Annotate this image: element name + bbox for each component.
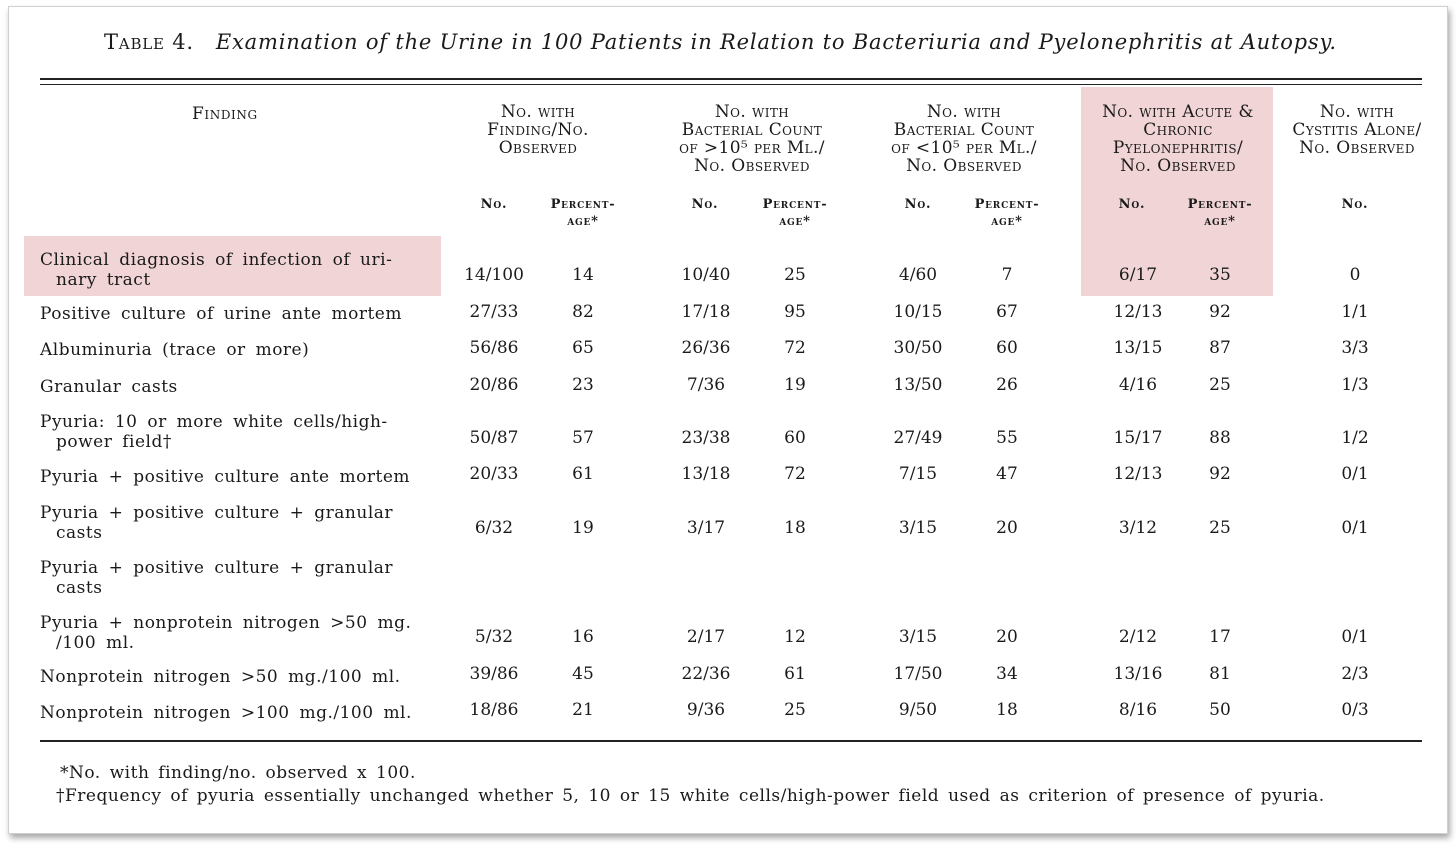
cell-c3: 3/15 (898, 627, 938, 647)
cell-p3: 60 (996, 338, 1018, 358)
sub-header-percentage (1170, 196, 1270, 230)
cell-p1: 23 (572, 375, 594, 395)
cell-p2: 72 (784, 338, 806, 358)
cell-p1: 45 (572, 664, 594, 684)
cell-p3: 34 (996, 664, 1018, 684)
row-label (40, 558, 393, 598)
row-label-line: Pyuria + positive culture + granular (40, 503, 394, 523)
cell-c3: 30/50 (893, 338, 943, 358)
cell-c4: 8/16 (1118, 700, 1158, 720)
cell-c1: 20/86 (469, 375, 519, 395)
cell-c5: 2/3 (1341, 664, 1369, 684)
col4-header (1078, 103, 1278, 175)
cell-c3: 27/49 (893, 428, 943, 448)
cell-c4: 15/17 (1113, 428, 1163, 448)
cell-c5: 0/3 (1341, 700, 1369, 720)
cell-p2: 72 (784, 464, 806, 484)
col3-header-line: No. with (926, 102, 1002, 122)
cell-c3: 13/50 (893, 375, 943, 395)
cell-p4: 50 (1209, 700, 1231, 720)
cell-p3: 47 (996, 464, 1018, 484)
cell-c2: 10/40 (681, 265, 731, 285)
row-label (40, 703, 412, 723)
col1-header-line: No. with (500, 102, 576, 122)
row-label-line: Clinical diagnosis of infection of uri- (40, 250, 393, 270)
sub-header-percentage-line: Percent- (974, 197, 1040, 212)
row-label (40, 503, 393, 543)
cell-p3: 55 (996, 428, 1018, 448)
cell-p2: 95 (784, 302, 806, 322)
cell-p1: 82 (572, 302, 594, 322)
sub-header-percentage-line: Percent- (550, 197, 616, 212)
cell-c4: 13/15 (1113, 338, 1163, 358)
cell-c2: 17/18 (681, 302, 731, 322)
sub-header-percentage (533, 196, 633, 230)
sub-header-no: No. (1118, 197, 1146, 212)
sub-header-no: No. (904, 197, 932, 212)
table-title (104, 30, 1337, 54)
cell-c4: 12/13 (1113, 302, 1163, 322)
sub-header-percentage (745, 196, 845, 230)
cell-c3: 3/15 (898, 518, 938, 538)
cell-c2: 7/36 (686, 375, 726, 395)
col4-header-line: Pyelonephritis/ (1112, 138, 1244, 158)
col4-header-line: Chronic (1143, 120, 1213, 140)
row-label (40, 304, 402, 324)
row-label-line: casts (56, 523, 103, 543)
sub-header-percentage (957, 196, 1057, 230)
row-label-line: Pyuria + positive culture + granular (40, 558, 394, 578)
sub-header-percentage-line: age* (779, 214, 811, 229)
top-rule (40, 78, 1422, 80)
cell-p4: 25 (1209, 518, 1231, 538)
cell-c5: 1/1 (1341, 302, 1369, 322)
cell-p2: 60 (784, 428, 806, 448)
cell-p1: 21 (572, 700, 594, 720)
col5-header-line: No. with (1319, 102, 1395, 122)
cell-c1: 20/33 (469, 464, 519, 484)
cell-c5: 0/1 (1341, 464, 1369, 484)
col4-header-line: No. Observed (1120, 156, 1236, 176)
cell-c1: 6/32 (474, 518, 514, 538)
sub-header-percentage-line: age* (1204, 214, 1236, 229)
sub-header-percentage-line: Percent- (1187, 197, 1253, 212)
col3-header-line: of <10⁵ per Ml./ (891, 138, 1037, 158)
col1-header-line: Observed (498, 138, 578, 158)
cell-p1: 57 (572, 428, 594, 448)
cell-p2: 25 (784, 265, 806, 285)
row-label-line: Granular casts (40, 377, 178, 397)
table-caption: Examination of the Urine in 100 Patients in Relation to Bacteriuria and Pyelonephritis at Autopsy. (215, 30, 1337, 54)
cell-c4: 4/16 (1118, 375, 1158, 395)
cell-p1: 61 (572, 464, 594, 484)
row-label-line: Albuminuria (trace or more) (40, 340, 310, 360)
cell-p4: 92 (1209, 464, 1231, 484)
col4-header-line: No. with Acute & (1102, 102, 1254, 122)
col5-header-line: Cystitis Alone/ (1292, 120, 1422, 140)
col3-header-line: No. Observed (906, 156, 1022, 176)
col2-header-line: Bacterial Count (681, 120, 823, 140)
col3-header (834, 103, 1094, 175)
cell-p4: 35 (1209, 265, 1231, 285)
cell-c2: 9/36 (686, 700, 726, 720)
row-label-line: Pyuria + positive culture ante mortem (40, 467, 411, 487)
col5-header-line: No. Observed (1299, 138, 1415, 158)
cell-c4: 3/12 (1118, 518, 1158, 538)
cell-p4: 25 (1209, 375, 1231, 395)
cell-c1: 50/87 (469, 428, 519, 448)
row-label-line: casts (56, 578, 103, 598)
cell-p3: 7 (1001, 265, 1013, 285)
cell-p1: 65 (572, 338, 594, 358)
row-label (40, 340, 309, 360)
cell-p2: 12 (784, 627, 806, 647)
cell-c5: 3/3 (1341, 338, 1369, 358)
cell-p2: 18 (784, 518, 806, 538)
cell-p2: 25 (784, 700, 806, 720)
col5-header (1267, 103, 1447, 157)
cell-c4: 12/13 (1113, 464, 1163, 484)
col2-header-line: of >10⁵ per Ml./ (679, 138, 825, 158)
cell-p3: 18 (996, 700, 1018, 720)
cell-c5: 1/3 (1341, 375, 1369, 395)
cell-p4: 92 (1209, 302, 1231, 322)
row-label-line: Pyuria: 10 or more white cells/high- (40, 412, 388, 432)
sub-header-no: No. (480, 197, 508, 212)
cell-c3: 7/15 (898, 464, 938, 484)
cell-c3: 10/15 (893, 302, 943, 322)
sub-header-no: No. (1341, 197, 1369, 212)
row-label-line: /100 ml. (56, 633, 135, 653)
cell-c1: 56/86 (469, 338, 519, 358)
col2-header-line: No. Observed (694, 156, 810, 176)
cell-p3: 20 (996, 518, 1018, 538)
cell-c5: 0/1 (1341, 518, 1369, 538)
row-label (40, 250, 392, 290)
cell-c2: 2/17 (686, 627, 726, 647)
cell-c3: 4/60 (898, 265, 938, 285)
cell-c2: 23/38 (681, 428, 731, 448)
row-label (40, 412, 388, 452)
row-label-line: Positive culture of urine ante mortem (40, 304, 402, 324)
sub-header-percentage-line: Percent- (762, 197, 828, 212)
row-label-line: Nonprotein nitrogen >100 mg./100 ml. (40, 703, 412, 723)
cell-c2: 13/18 (681, 464, 731, 484)
cell-p4: 87 (1209, 338, 1231, 358)
cell-c4: 6/17 (1118, 265, 1158, 285)
footnote-1: *No. with finding/no. observed x 100. (60, 763, 416, 783)
row-label (40, 467, 410, 487)
cell-c2: 22/36 (681, 664, 731, 684)
cell-p1: 19 (572, 518, 594, 538)
cell-p4: 81 (1209, 664, 1231, 684)
cell-p4: 88 (1209, 428, 1231, 448)
sub-header-no: No. (691, 197, 719, 212)
cell-c5: 1/2 (1341, 428, 1369, 448)
finding-header: Finding (192, 104, 258, 124)
cell-p3: 26 (996, 375, 1018, 395)
sub-header-percentage-line: age* (567, 214, 599, 229)
cell-c3: 17/50 (893, 664, 943, 684)
cell-c2: 3/17 (686, 518, 726, 538)
cell-c5: 0/1 (1341, 627, 1369, 647)
row-label-line: Nonprotein nitrogen >50 mg./100 ml. (40, 667, 401, 687)
row-label-line: Pyuria + nonprotein nitrogen >50 mg. (40, 613, 412, 633)
row-label (40, 613, 411, 653)
col1-header-line: Finding/No. (487, 120, 589, 140)
cell-c4: 13/16 (1113, 664, 1163, 684)
cell-p1: 16 (572, 627, 594, 647)
cell-p3: 67 (996, 302, 1018, 322)
cell-c3: 9/50 (898, 700, 938, 720)
cell-c4: 2/12 (1118, 627, 1158, 647)
cell-c1: 27/33 (469, 302, 519, 322)
cell-p2: 19 (784, 375, 806, 395)
col2-header-line: No. with (714, 102, 790, 122)
cell-c2: 26/36 (681, 338, 731, 358)
cell-c1: 18/86 (469, 700, 519, 720)
cell-p4: 17 (1209, 627, 1231, 647)
cell-c1: 14/100 (464, 265, 524, 285)
cell-c5: 0 (1349, 265, 1361, 285)
cell-p1: 14 (572, 265, 594, 285)
cell-c1: 39/86 (469, 664, 519, 684)
col3-header-line: Bacterial Count (893, 120, 1035, 140)
sub-header-percentage-line: age* (991, 214, 1023, 229)
top-rule-thin (40, 84, 1422, 85)
cell-c1: 5/32 (474, 627, 514, 647)
footnote-2: †Frequency of pyuria essentially unchanged whether 5, 10 or 15 white cells/high-power field used as criterion of presence of pyuria. (56, 786, 1325, 806)
cell-p3: 20 (996, 627, 1018, 647)
row-label-line: power field† (56, 432, 172, 452)
cell-p2: 61 (784, 664, 806, 684)
row-label-line: nary tract (56, 270, 151, 290)
table-number: Table 4. (104, 30, 194, 54)
row-label (40, 667, 401, 687)
bottom-rule (40, 740, 1422, 742)
row-label (40, 377, 178, 397)
